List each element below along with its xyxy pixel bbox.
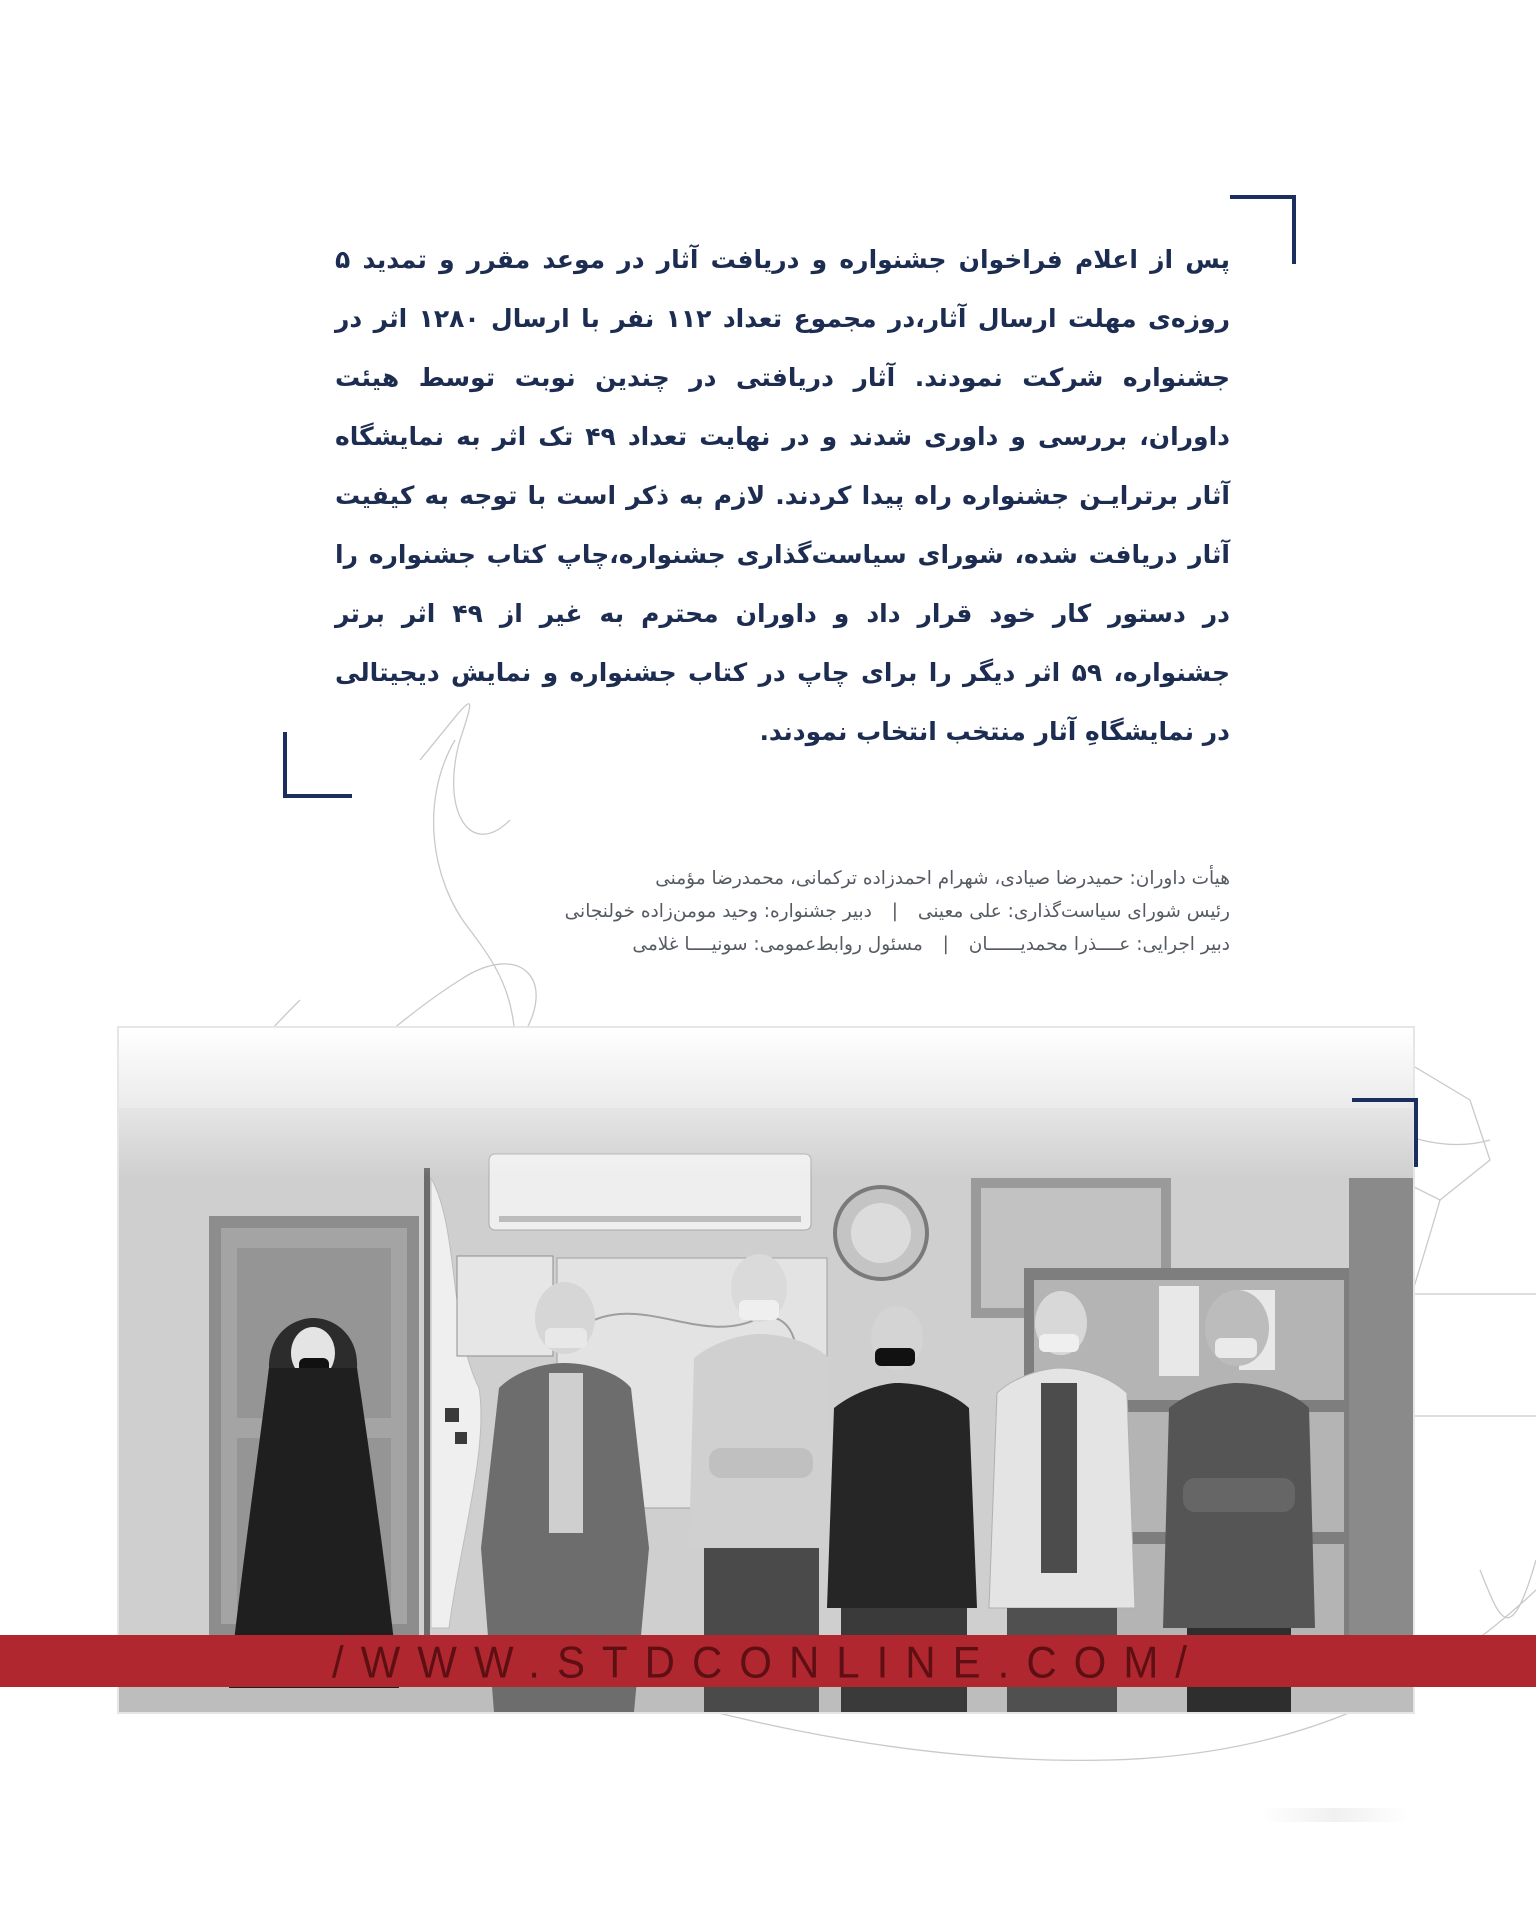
council-head-credit: رئیس شورای سیاست‌گذاری: علی معینی <box>917 901 1230 922</box>
credit-separator: | <box>891 901 899 922</box>
photo-top-fade <box>119 1028 1413 1178</box>
executive-secretary-credit: دبیر اجرایی: عــــذرا محمدیــــــان <box>968 934 1230 955</box>
credit-separator: | <box>942 934 949 955</box>
article-paragraph: پس از اعلام فراخوان جشنواره و دریافت آثار در موعد مقرر و تمدید ۵ روزه‌ی مهلت ارسال آثار،در مجموع تعداد ۱۱۲ نفر با ارسال ۱۲۸۰ اثر در جشنواره شرکت نمودند. آثار دریافتی در چندین نوبت توسط هیئت داوران، بررسی و داوری شدند و در نهایت تعداد ۴۹ تک اثر به نمایشگاه آثار برترایـن جشنواره راه پیدا کردند. لازم به ذکر است با توجه به کیفیت آثار دریافت شده، شورای سیاست‌گذاری جشنواره،چاپ کتاب جشنواره را در دستور کار خود قرار داد و داوران محترم به غیر از ۴۹ اثر برتر جشنواره، ۵۹ اثر دیگر را برای چاپ در کتاب جشنواره و نمایش دیجیتالی در نمایشگاهِ آثار منتخب انتخاب نمودند. <box>335 245 1231 746</box>
jury-credit: هیأت داوران: حمیدرضا صیادی، شهرام احمدزاده ترکمانی، محمدرضا مؤمنی <box>655 868 1230 889</box>
credits-line-council <box>352 895 1230 928</box>
corner-accent-photo <box>1352 1098 1418 1167</box>
page-edge-shadow <box>1260 1808 1410 1822</box>
credits-block <box>352 862 1230 961</box>
credits-line-jury <box>352 862 1230 895</box>
group-photo <box>117 1026 1415 1714</box>
website-url[interactable]: /WWW.STDCONLINE.COM/ <box>332 1637 1204 1688</box>
corner-accent-top-right <box>1230 195 1296 264</box>
credits-line-executive <box>352 928 1230 961</box>
festival-secretary-credit: دبیر جشنواره: وحید مومن‌زاده خولنجانی <box>564 901 872 922</box>
pr-manager-credit: مسئول روابط‌عمومی: سونیــــا غلامی <box>632 934 923 955</box>
